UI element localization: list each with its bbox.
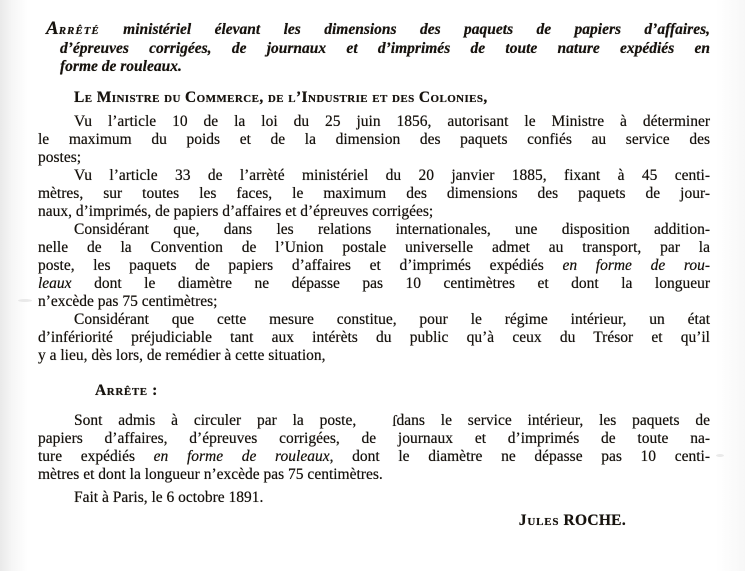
paragraph <box>38 311 710 365</box>
text-line: n’excède pas 75 centimètres; <box>38 292 218 310</box>
signature-first-name: Jules <box>518 511 560 529</box>
document-title <box>38 19 710 77</box>
text-line: ture expédiés en forme de rouleaux, dont le diamètre ne dépasse pas 10 centi- <box>38 447 710 465</box>
paragraph <box>38 113 710 167</box>
text-line: d’infériorité préjudiciable tant aux intérèts du public qu’à ceux du Trésor et qu’il <box>38 328 710 346</box>
scan-smudge <box>18 299 32 302</box>
signature-line <box>38 512 710 530</box>
text-line: naux, d’imprimés, de papiers d’affaires et d’épreuves corrigées; <box>38 202 434 220</box>
date-place-line: Fait à Paris, le 6 octobre 1891. <box>74 488 264 506</box>
text-line: Vu l’article 33 de l’arrèté ministériel du 20 janvier 1885, fixant à 45 centi- <box>74 166 710 184</box>
lead-capital: A <box>46 18 59 39</box>
text-line: forme de rouleaux. <box>60 58 182 75</box>
text-line: Sont admis à circuler par la poste, ſdans le service intérieur, les paquets de <box>74 411 710 430</box>
text-line: papiers d’affaires, d’épreuves corrigées, de journaux et d’imprimés de toute na- <box>38 429 710 447</box>
text-line: poste, les paquets de papiers d’affaires et d’imprimés expédiés en forme de rou- <box>38 256 710 274</box>
text-line: d’épreuves corrigées, de journaux et d’imprimés de toute nature expédiés en <box>60 39 710 57</box>
decree-heading: Arrête : <box>95 381 158 399</box>
preamble-paragraphs <box>38 113 710 365</box>
text-line: le maximum du poids et de la dimension des paquets confiés au service des <box>38 130 710 148</box>
paragraph <box>38 167 710 221</box>
text-line: y a lieu, dès lors, de remédier à cette situation, <box>38 346 326 364</box>
decree-text-block <box>38 19 710 530</box>
paragraph <box>38 221 710 311</box>
ink-artifact: ſ <box>392 412 397 430</box>
paragraph <box>38 412 710 484</box>
text-line: postes; <box>38 148 82 166</box>
text-line: leaux dont le diamètre ne dépasse pas 10 centimètres et dont la longueur <box>38 274 710 292</box>
minister-salutation: Le Ministre du Commerce, de l’Industrie et des Colonies, <box>74 88 488 106</box>
operative-paragraphs <box>38 412 710 484</box>
text-line: Vu l’article 10 de la loi du 25 juin 1856, autorisant le Ministre à déterminer <box>74 112 710 130</box>
text-line: Arrêté ministériel élevant les dimensions des paquets de papiers d’affaires, <box>46 18 710 39</box>
text-line: Considérant que cette mesure constitue, pour le régime intérieur, un état <box>74 310 710 328</box>
text-line: Considérant que, dans les relations internationales, une disposition addition- <box>74 220 710 238</box>
text-line: mètres, sur toutes les faces, le maximum des dimensions des paquets de jour- <box>38 184 710 202</box>
scan-smudge <box>716 454 724 457</box>
signature-last-name: ROCHE. <box>563 511 626 529</box>
text-line: nelle de la Convention de l’Union postale universelle admet au transport, par la <box>38 238 710 256</box>
text-line: mètres et dont la longueur n’excède pas 75 centimètres. <box>38 465 383 483</box>
